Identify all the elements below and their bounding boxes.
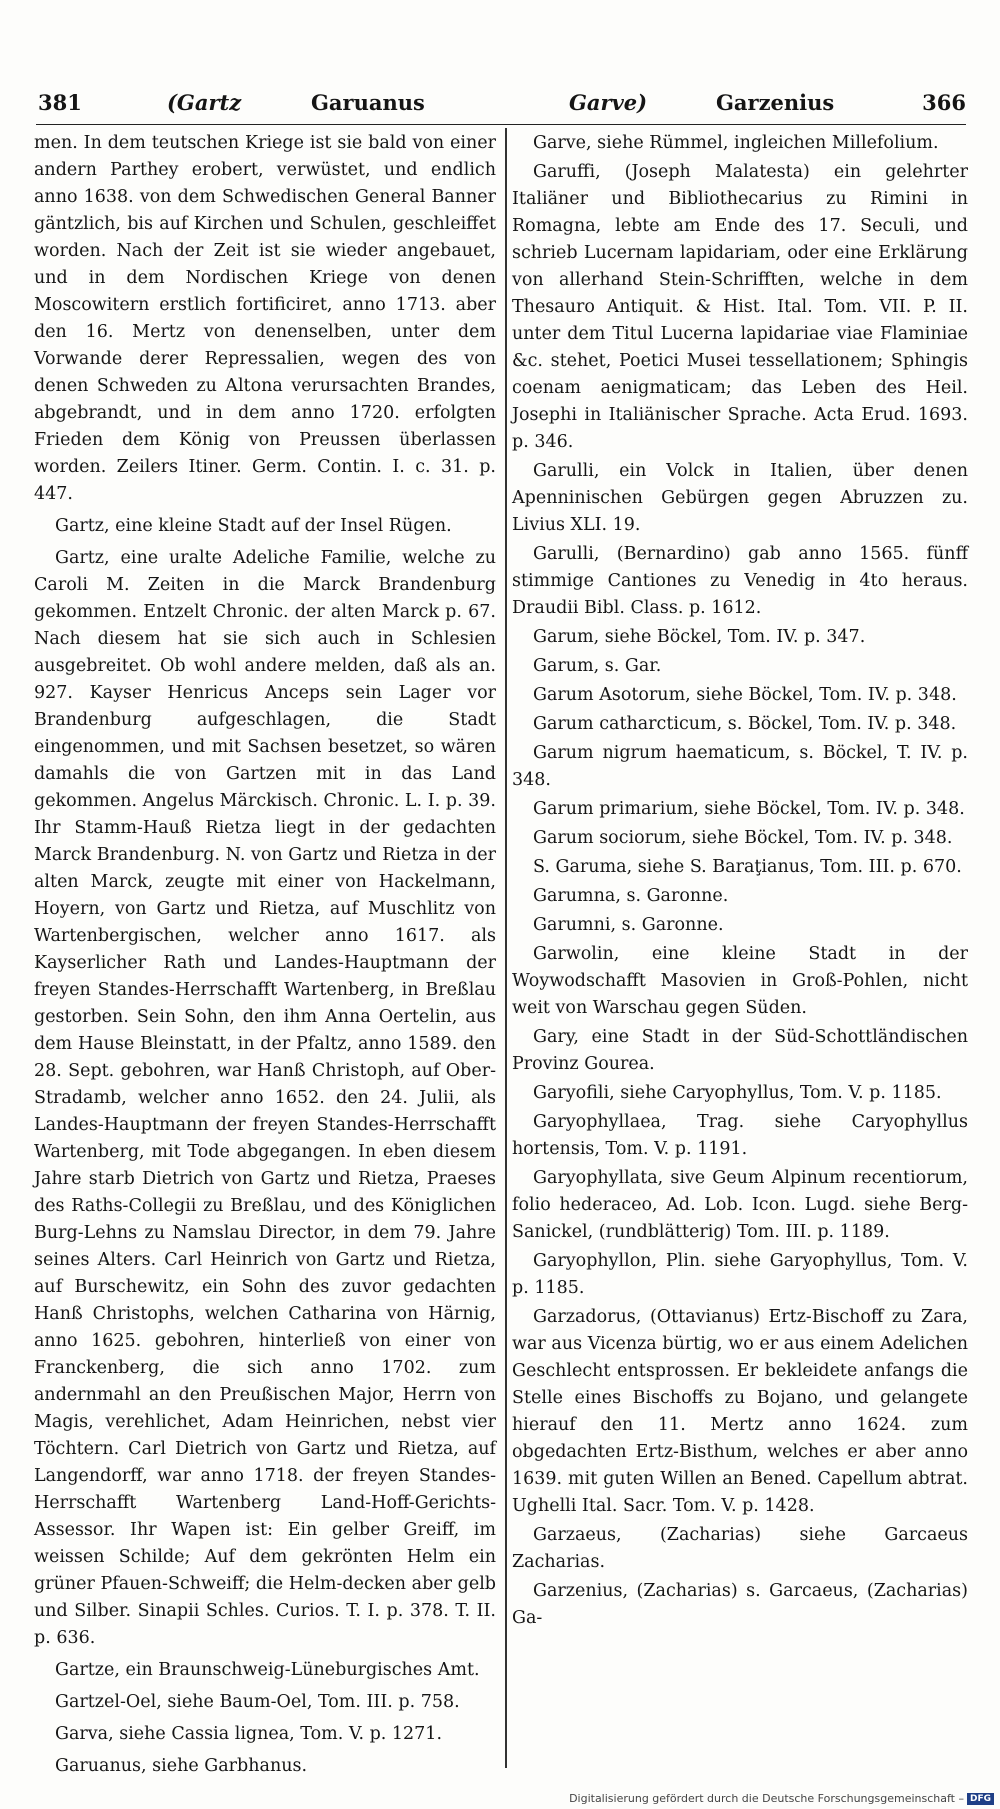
entry-garumna: Garumna, s. Garonne.: [533, 886, 729, 906]
digitization-credit: [569, 1792, 994, 1805]
page-number-left: 381: [38, 90, 82, 115]
entry-garum: Garum, siehe Böckel, Tom. IV. p. 347.: [533, 627, 866, 647]
entry-garum-gar: Garum, s. Gar.: [533, 656, 662, 676]
entry-garulli-volck: Garulli, ein Volck in Italien, über denen Apenninischen Gebürgen gegen Abruzzen zu. Livius XLI. 19.: [512, 461, 968, 535]
entry-garyofili: Garyofili, siehe Caryophyllus, Tom. V. p. 1185.: [533, 1083, 942, 1103]
column-divider: [505, 128, 507, 1768]
entry-garzaeus: Garzaeus, (Zacharias) siehe Garcaeus Zacharias.: [512, 1525, 968, 1572]
entry-garulli-bernardino: Garulli, (Bernardino) gab anno 1565. fünff stimmige Cantiones zu Venedig in 4to heraus. Draudii Bibl. Class. p. 1612.: [512, 544, 968, 618]
headword-right: Garzenius: [716, 90, 835, 115]
page-number-right: 366: [922, 90, 966, 115]
entry-garyophyllon: Garyophyllon, Plin. siehe Garyophyllus, Tom. V. p. 1185.: [512, 1251, 968, 1298]
entry-garum-catharcticum: Garum catharcticum, s. Böckel, Tom. IV. p. 348.: [533, 714, 957, 734]
dfg-logo: DFG: [967, 1793, 994, 1805]
entry-s-garuma: S. Garuma, siehe S. Baraţianus, Tom. III. p. 670.: [533, 857, 962, 877]
entry-garve: Garve, siehe Rümmel, ingleichen Millefolium.: [533, 133, 939, 153]
entry-garum-asotorum: Garum Asotorum, siehe Böckel, Tom. IV. p. 348.: [533, 685, 957, 705]
entry-garuanus: Garuanus, siehe Garbhanus.: [55, 1756, 308, 1776]
entry-continued: men. In dem teutschen Kriege ist sie bald von einer andern Parthey erobert, verwüstet, und endlich anno 1638. von dem Schwedischen General Banner gäntzlich, bis auf Kirchen und Schulen, geschleiffet worden. Nach der Zeit ist sie wieder angebauet, und in dem Nordischen Kriege von denen Moscowitern erstlich fortificiret, anno 1713. aber den 16. Mertz von denenselben, unter dem Vorwande derer Repressalien, wegen des von denen Schweden zu Altona verursachten Brandes, abgebrandt, und in dem anno 1720. erfolgten Frieden dem König von Preussen überlassen worden. Zeilers Itiner. Germ. Contin. I. c. 31. p. 447.: [34, 133, 496, 504]
headword-left: Garuanus: [311, 90, 425, 115]
entry-gartz-familie: Gartz, eine uralte Adeliche Familie, welche zu Caroli M. Zeiten in die Marck Brandenburg gekommen. Entzelt Chronic. der alten Marck p. 67. Nach diesem hat sie sich auch in Schlesien ausgebreitet. Ob wohl andere melden, daß als an. 927. Kayser Henricus Anceps sein Lager vor Brandenburg aufgeschlagen, die Stadt eingenommen, und mit Sachsen besetzet, so wären damahls die von Gartzen mit in das Land gekommen. Angelus Märckisch. Chronic. L. I. p. 39. Ihr Stamm-Hauß Rietza liegt in der gedachten Marck Brandenburg. N. von Gartz und Rietza in der alten Marck, zeugte mit einer von Hackelmann, Hoyern, von Gartz und Rietza, auf Muschlitz von Wartenbergischen, welcher anno 1617. als Kayserlicher Rath und Landes-Hauptmann der freyen Standes-Herrschafft Wartenberg, in Breßlau gestorben. Sein Sohn, den ihm Anna Oertelin, aus dem Hause Bleinstatt, in der Pfaltz, anno 1589. den 28. Sept. gebohren, war Hanß Christoph, auf Ober-Stradamb, welcher anno 1652. den 24. Julii, als Landes-Hauptmann der freyen Standes-Herrschafft Wartenberg, mit Tode abgegangen. In eben diesem Jahre starb Dietrich von Gartz und Rietza, Praeses des Raths-Collegii zu Breßlau, und des Königlichen Burg-Lehns zu Namslau Director, in dem 79. Jahre seines Alters. Carl Heinrich von Gartz und Rietza, auf Burschewitz, ein Sohn des zuvor gedachten Hanß Christophs, welchen Catharina von Härnig, anno 1625. gebohren, hinterließ von einer von Franckenberg, die sich anno 1702. zum andernmahl an den Preußischen Major, Herrn von Magis, verehlichet, Adam Heinrichen, nebst vier Töchtern. Carl Dietrich von Gartz und Rietza, auf Langendorff, war anno 1718. der freyen Standes-Herrschafft Wartenberg Land-Hoff-Gerichts-Assessor. Ihr Wapen ist: Ein gelber Greiff, im weissen Schilde; Auf dem gekrönten Helm ein grüner Pfauen-Schweiff; die Helm-decken aber gelb und Silber. Sinapii Schles. Curios. T. I. p. 378. T. II. p. 636.: [34, 548, 496, 1648]
right-column: [512, 130, 968, 1634]
entry-garum-nigrum: Garum nigrum haematicum, s. Böckel, T. IV. p. 348.: [512, 743, 968, 790]
credit-text: Digitalisierung gefördert durch die Deutsche Forschungsgemeinschaft –: [569, 1792, 964, 1805]
entry-gartzel-oel: Gartzel-Oel, siehe Baum-Oel, Tom. III. p. 758.: [55, 1692, 460, 1712]
entry-garyophyllaea: Garyophyllaea, Trag. siehe Caryophyllus hortensis, Tom. V. p. 1191.: [512, 1112, 968, 1159]
entry-garyophyllata: Garyophyllata, sive Geum Alpinum recentiorum, folio hederaceo, Ad. Lob. Icon. Lugd. siehe Berg-Sanickel, (rundblätterig) Tom. III. p. 1189.: [512, 1168, 968, 1242]
entry-garum-sociorum: Garum sociorum, siehe Böckel, Tom. IV. p. 348.: [533, 828, 953, 848]
entry-garwolin: Garwolin, eine kleine Stadt in der Woywodschafft Masovien in Groß-Pohlen, nicht weit von Warschau gegen Süden.: [512, 944, 968, 1018]
catchword-right: Garve): [569, 90, 648, 115]
entry-garva: Garva, siehe Cassia lignea, Tom. V. p. 1271.: [55, 1724, 443, 1744]
left-column: [34, 130, 496, 1785]
entry-garzenius: Garzenius, (Zacharias) s. Garcaeus, (Zacharias) Ga-: [512, 1581, 968, 1628]
entry-gartz-insel: Gartz, eine kleine Stadt auf der Insel Rügen.: [55, 516, 452, 536]
catchword-left: (Gartz: [167, 90, 242, 115]
entry-gartze: Gartze, ein Braunschweig-Lüneburgisches Amt.: [55, 1660, 480, 1680]
entry-garumni: Garumni, s. Garonne.: [533, 915, 724, 935]
entry-garzadorus: Garzadorus, (Ottavianus) Ertz-Bischoff zu Zara, war aus Vicenza bürtig, wo er aus einem Adelichen Geschlecht entsprossen. Er bekleidete anfangs die Stelle eines Bischoffs zu Bojano, und gelangete hierauf den 11. Mertz anno 1624. zum obgedachten Ertz-Bisthum, welches er aber anno 1639. mit guten Willen an Bened. Capellum abtrat. Ughelli Ital. Sacr. Tom. V. p. 1428.: [512, 1307, 968, 1516]
page-header: [36, 90, 966, 125]
entry-garuffi: Garuffi, (Joseph Malatesta) ein gelehrter Italiäner und Bibliothecarius zu Rimini in Romagna, lebte am Ende des 17. Seculi, und schrieb Lucernam lapidariam, oder eine Erklärung von allerhand Stein-Schrifften, welche in dem Thesauro Antiquit. & Hist. Ital. Tom. VII. P. II. unter dem Titul Lucerna lapidariae viae Flaminiae &c. stehet, Poetici Musei tessellationem; Sphingis coenam aenigmaticam; das Leben des Heil. Josephi in Italiänischer Sprache. Acta Erud. 1693. p. 346.: [512, 162, 968, 452]
entry-gary: Gary, eine Stadt in der Süd-Schottländischen Provinz Gourea.: [512, 1027, 968, 1074]
entry-garum-primarium: Garum primarium, siehe Böckel, Tom. IV. p. 348.: [533, 799, 965, 819]
